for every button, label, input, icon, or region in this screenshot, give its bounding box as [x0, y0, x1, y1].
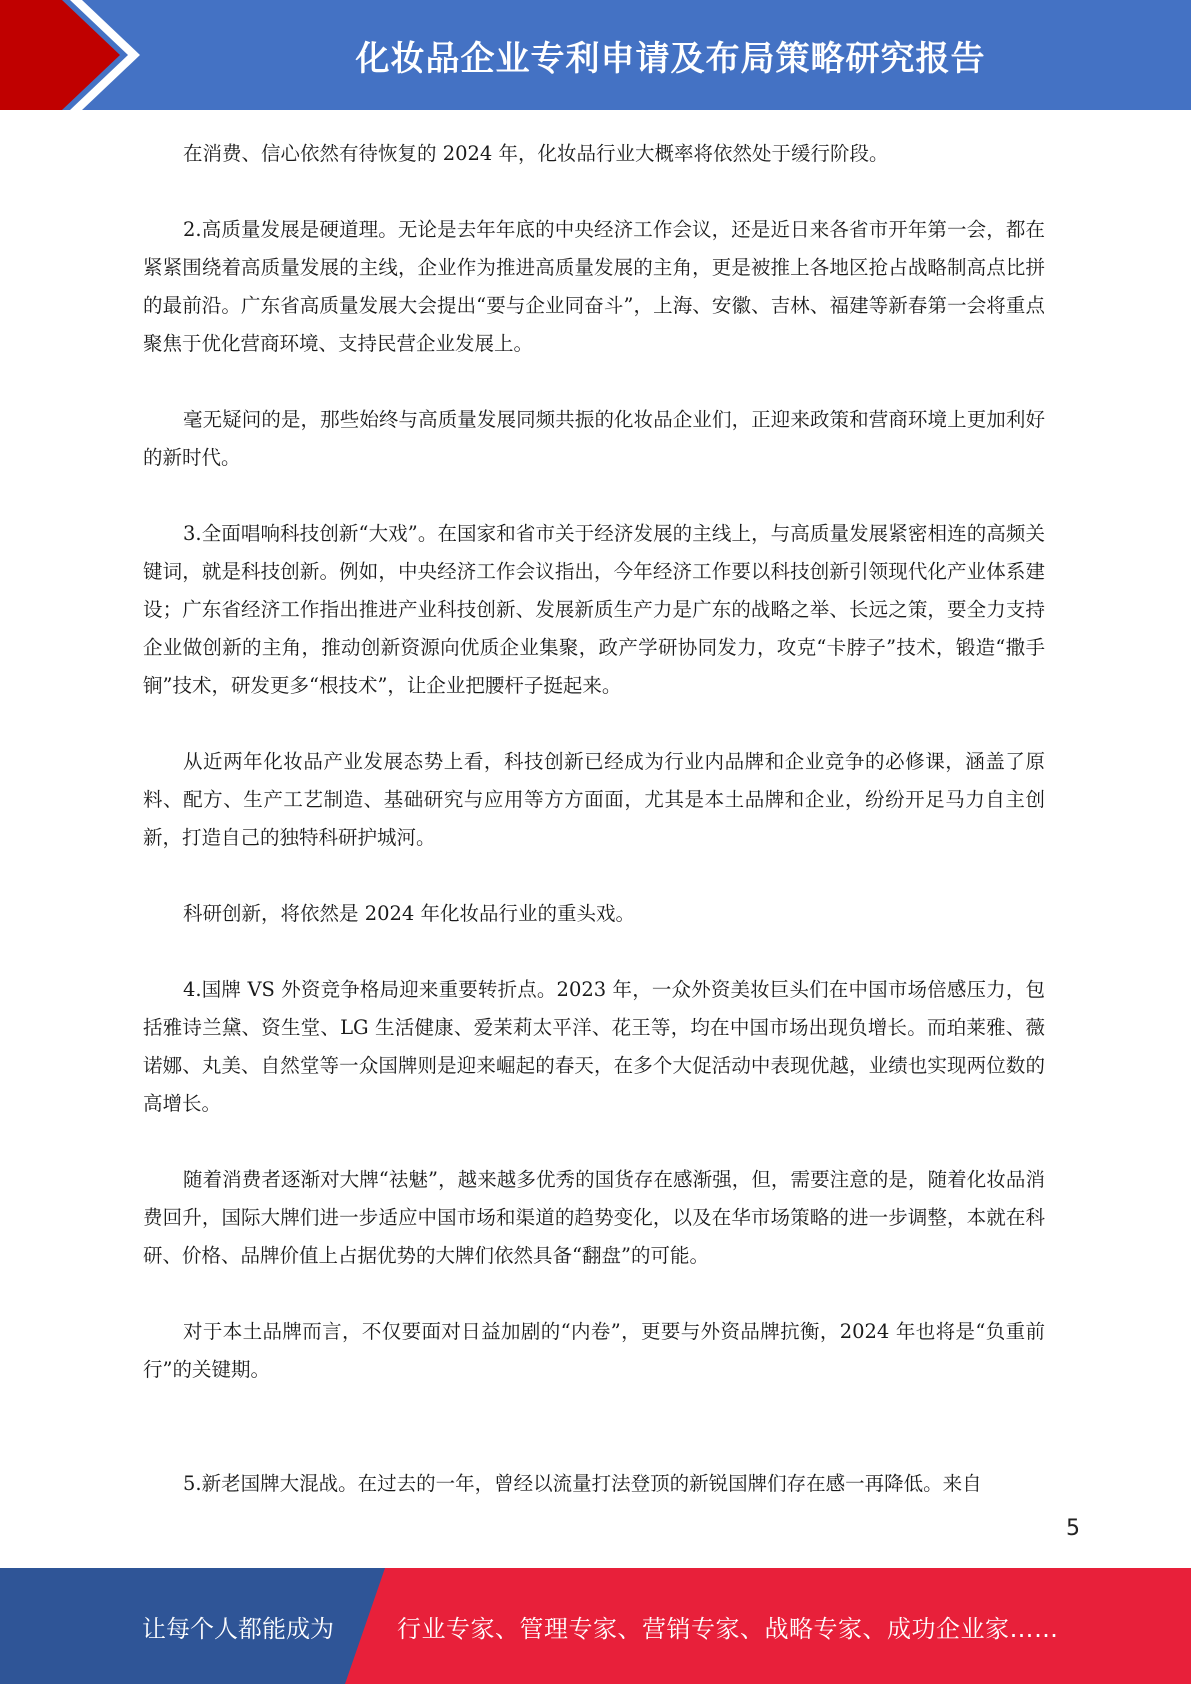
paragraph: 4.国牌 VS 外资竞争格局迎来重要转折点。2023 年，一众外资美妆巨头们在中国市场倍感压力，包括雅诗兰黛、资生堂、LG 生活健康、爱茉莉太平洋、花王等，均在中国市场出现负增长。而珀莱雅、薇诺娜、丸美、自然堂等一众国牌则是迎来崛起的春天，在多个大促活动中表现优越，业绩也实现两位数的高增长。 — [143, 978, 1045, 1115]
header-bar — [0, 0, 1191, 110]
footer-roles: 行业专家、管理专家、营销专家、战略专家、成功企业家…… — [397, 1614, 1059, 1643]
document-title: 化妆品企业专利申请及布局策略研究报告 — [355, 38, 986, 79]
header-chevron-icon — [0, 0, 160, 110]
paragraph: 科研创新，将依然是 2024 年化妆品行业的重头戏。 — [183, 902, 636, 925]
paragraph: 从近两年化妆品产业发展态势上看，科技创新已经成为行业内品牌和企业竞争的必修课，涵盖了原料、配方、生产工艺制造、基础研究与应用等方方面面，尤其是本土品牌和企业，纷纷开足马力自主创新，打造自己的独特科研护城河。 — [143, 750, 1045, 849]
paragraph: 对于本土品牌而言，不仅要面对日益加剧的“内卷”，更要与外资品牌抗衡，2024 年也将是“负重前行”的关键期。 — [143, 1320, 1045, 1381]
paragraph: 在消费、信心依然有待恢复的 2024 年，化妆品行业大概率将依然处于缓行阶段。 — [183, 142, 889, 165]
paragraph: 随着消费者逐渐对大牌“祛魅”，越来越多优秀的国货存在感渐强，但，需要注意的是，随着化妆品消费回升，国际大牌们进一步适应中国市场和渠道的趋势变化，以及在华市场策略的进一步调整，本就在科研、价格、品牌价值上占据优势的大牌们依然具备“翻盘”的可能。 — [143, 1168, 1045, 1267]
paragraph: 5.新老国牌大混战。在过去的一年，曾经以流量打法登顶的新锐国牌们存在感一再降低。来自 — [183, 1472, 982, 1495]
paragraph: 3.全面唱响科技创新“大戏”。在国家和省市关于经济发展的主线上，与高质量发展紧密相连的高频关键词，就是科技创新。例如，中央经济工作会议指出，今年经济工作要以科技创新引领现代化产业体系建设；广东省经济工作指出推进产业科技创新、发展新质生产力是广东的战略之举、长远之策，要全力支持企业做创新的主角，推动创新资源向优质企业集聚，政产学研协同发力，攻克“卡脖子”技术，锻造“撒手锏”技术，研发更多“根技术”，让企业把腰杆子挺起来。 — [143, 522, 1045, 697]
footer-bar — [0, 1568, 1191, 1684]
page-number: 5 — [1066, 1516, 1080, 1541]
paragraph: 毫无疑问的是，那些始终与高质量发展同频共振的化妆品企业们，正迎来政策和营商环境上更加利好的新时代。 — [143, 408, 1045, 469]
paragraph: 2.高质量发展是硬道理。无论是去年年底的中央经济工作会议，还是近日来各省市开年第一会，都在紧紧围绕着高质量发展的主线，企业作为推进高质量发展的主角，更是被推上各地区抢占战略制高点比拼的最前沿。广东省高质量发展大会提出“要与企业同奋斗”，上海、安徽、吉林、福建等新春第一会将重点聚焦于优化营商环境、支持民营企业发展上。 — [143, 218, 1045, 355]
body-text — [143, 135, 1045, 1503]
footer-slogan: 让每个人都能成为 — [142, 1614, 334, 1643]
